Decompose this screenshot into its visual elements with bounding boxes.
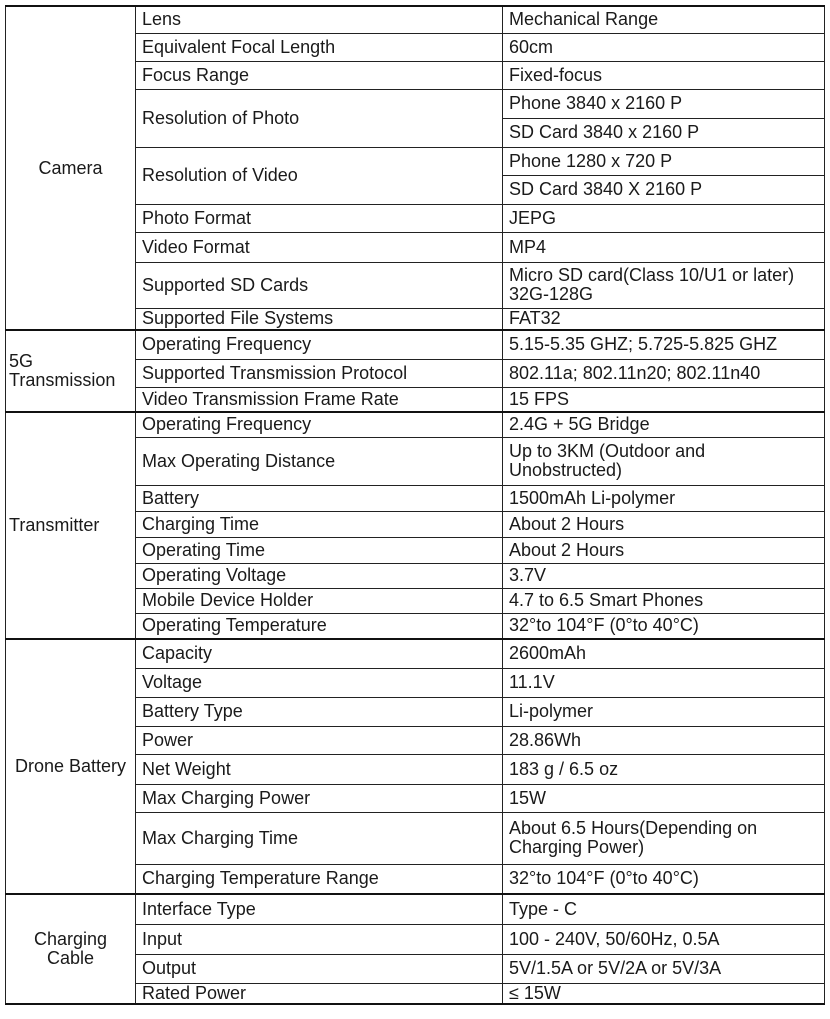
spec-value: SD Card 3840 X 2160 P	[503, 175, 825, 204]
spec-label: Supported SD Cards	[136, 262, 503, 308]
spec-value: SD Card 3840 x 2160 P	[503, 118, 825, 147]
spec-label: Capacity	[136, 639, 503, 668]
category-cell: Drone Battery	[6, 639, 136, 894]
category-cell: Charging Cable	[6, 894, 136, 1004]
spec-label: Max Charging Power	[136, 784, 503, 812]
spec-value: 2.4G + 5G Bridge	[503, 412, 825, 437]
spec-value: About 2 Hours	[503, 537, 825, 563]
category-cell: Camera	[6, 6, 136, 330]
spec-label: Operating Frequency	[136, 330, 503, 359]
spec-value: MP4	[503, 232, 825, 262]
spec-value: 1500mAh Li-polymer	[503, 485, 825, 511]
table-row	[6, 6, 825, 33]
spec-label: Operating Time	[136, 537, 503, 563]
spec-value: About 2 Hours	[503, 511, 825, 537]
spec-label: Voltage	[136, 668, 503, 697]
spec-value: 100 - 240V, 50/60Hz, 0.5A	[503, 924, 825, 954]
spec-value: 183 g / 6.5 oz	[503, 754, 825, 784]
spec-value: 4.7 to 6.5 Smart Phones	[503, 588, 825, 613]
spec-value: Type - C	[503, 894, 825, 924]
spec-value: 2600mAh	[503, 639, 825, 668]
table-row	[6, 330, 825, 359]
spec-label: Charging Temperature Range	[136, 864, 503, 894]
spec-value: Mechanical Range	[503, 6, 825, 33]
spec-value: 32°to 104°F (0°to 40°C)	[503, 613, 825, 639]
spec-label: Photo Format	[136, 204, 503, 232]
spec-label: Rated Power	[136, 983, 503, 1004]
spec-value: Phone 1280 x 720 P	[503, 147, 825, 175]
category-cell: 5G Transmission	[6, 330, 136, 412]
spec-label: Resolution of Video	[136, 147, 503, 204]
spec-label: Power	[136, 726, 503, 754]
spec-label: Net Weight	[136, 754, 503, 784]
spec-value: ≤ 15W	[503, 983, 825, 1004]
spec-value: 3.7V	[503, 563, 825, 588]
spec-label: Focus Range	[136, 61, 503, 89]
spec-value: Li-polymer	[503, 697, 825, 726]
spec-label: Interface Type	[136, 894, 503, 924]
spec-label: Operating Temperature	[136, 613, 503, 639]
spec-label: Resolution of Photo	[136, 89, 503, 147]
category-cell: Transmitter	[6, 412, 136, 639]
table-row	[6, 639, 825, 668]
spec-value: 32°to 104°F (0°to 40°C)	[503, 864, 825, 894]
spec-label: Input	[136, 924, 503, 954]
spec-value: FAT32	[503, 308, 825, 330]
spec-label: Charging Time	[136, 511, 503, 537]
spec-label: Mobile Device Holder	[136, 588, 503, 613]
spec-value: 60cm	[503, 33, 825, 61]
spec-label: Operating Voltage	[136, 563, 503, 588]
spec-label: Max Operating Distance	[136, 437, 503, 485]
spec-value: Phone 3840 x 2160 P	[503, 89, 825, 118]
spec-label: Max Charging Time	[136, 812, 503, 864]
spec-value: 11.1V	[503, 668, 825, 697]
spec-label: Battery	[136, 485, 503, 511]
spec-value: Up to 3KM (Outdoor and Unobstructed)	[503, 437, 825, 485]
table-row	[6, 412, 825, 437]
spec-value: 5.15-5.35 GHZ; 5.725-5.825 GHZ	[503, 330, 825, 359]
spec-label: Lens	[136, 6, 503, 33]
spec-label: Supported File Systems	[136, 308, 503, 330]
spec-label: Equivalent Focal Length	[136, 33, 503, 61]
spec-label: Battery Type	[136, 697, 503, 726]
spec-value: JEPG	[503, 204, 825, 232]
spec-value: 802.11a; 802.11n20; 802.11n40	[503, 359, 825, 387]
table-row	[6, 894, 825, 924]
spec-value: About 6.5 Hours(Depending on Charging Power)	[503, 812, 825, 864]
spec-label: Supported Transmission Protocol	[136, 359, 503, 387]
spec-value: 15 FPS	[503, 387, 825, 412]
spec-value: Micro SD card(Class 10/U1 or later) 32G-128G	[503, 262, 825, 308]
spec-label: Operating Frequency	[136, 412, 503, 437]
spec-table	[5, 5, 825, 1005]
spec-label: Video Transmission Frame Rate	[136, 387, 503, 412]
spec-value: 5V/1.5A or 5V/2A or 5V/3A	[503, 954, 825, 983]
spec-label: Video Format	[136, 232, 503, 262]
spec-value: 28.86Wh	[503, 726, 825, 754]
spec-value: Fixed-focus	[503, 61, 825, 89]
spec-label: Output	[136, 954, 503, 983]
spec-value: 15W	[503, 784, 825, 812]
